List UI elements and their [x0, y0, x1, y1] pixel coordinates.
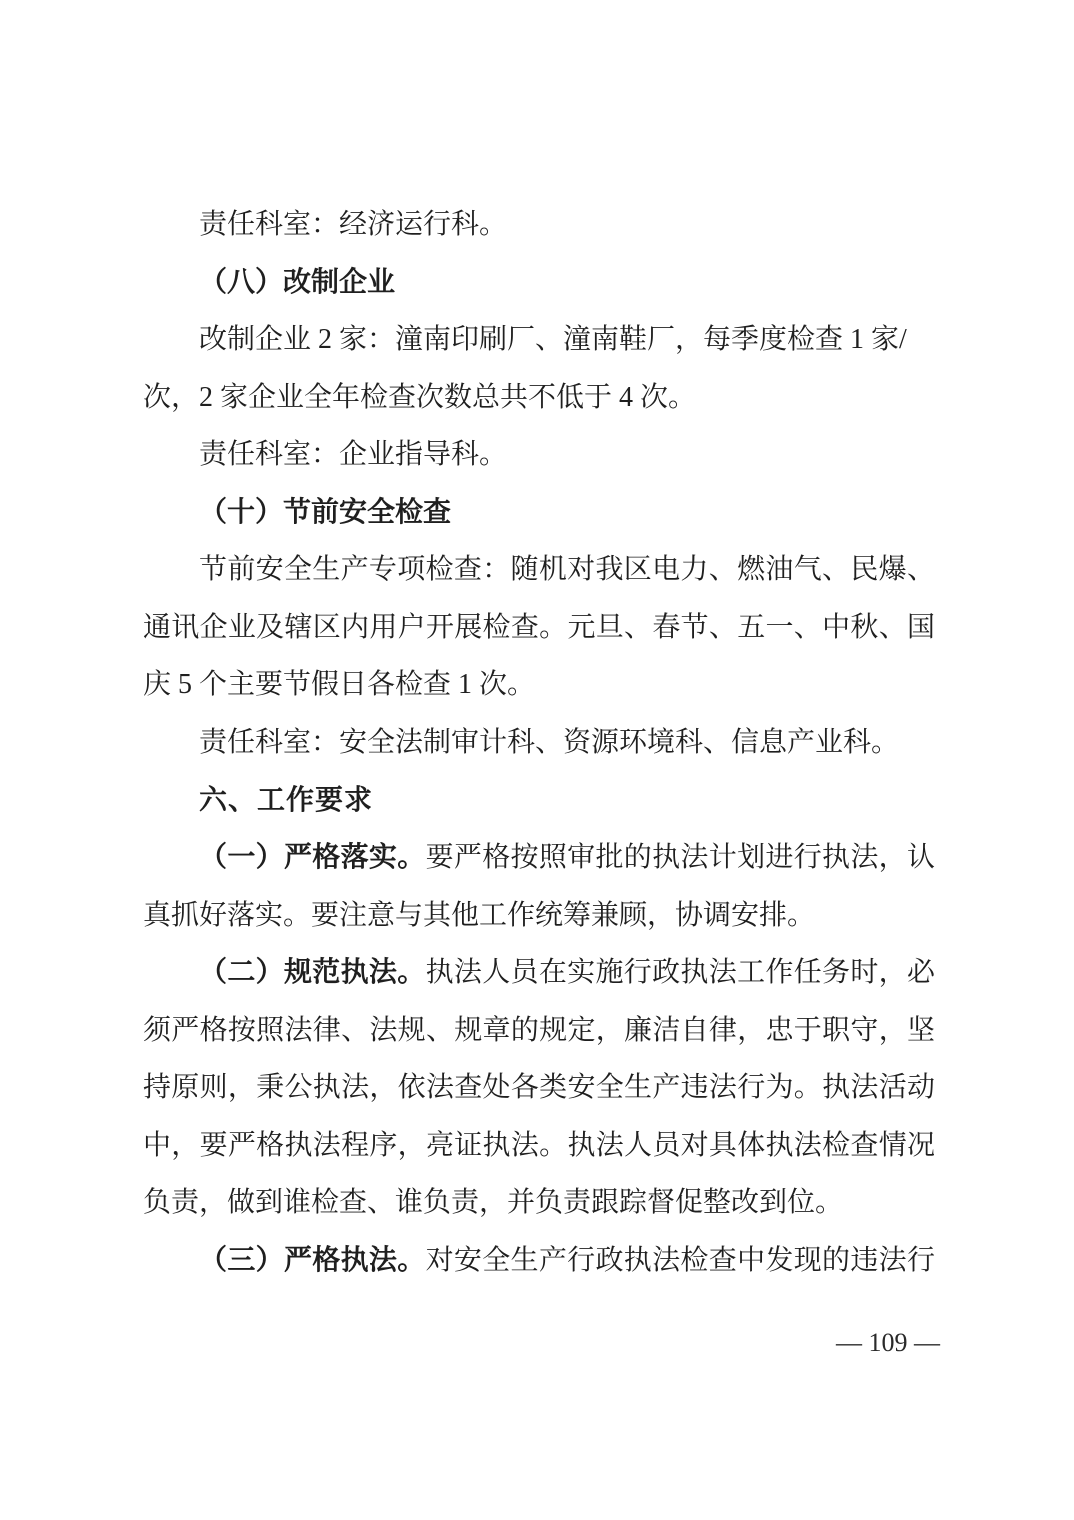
section-heading-6-work-requirements [143, 771, 935, 829]
heading-text: （十）节前安全检查 [199, 496, 452, 528]
page-number-text: — 109 — [836, 1328, 940, 1357]
heading-text: 六、工作要求 [199, 784, 374, 816]
line-text: 改制企业 2 家：潼南印刷厂、潼南鞋厂，每季度检查 1 家/ [199, 324, 907, 356]
paragraph-line-req2-standard-enforcement-1 [143, 944, 935, 1002]
line-text: 责任科室：安全法制审计科、资源环境科、信息产业科。 [199, 726, 900, 758]
bold-lead-text: （一）严格落实。 [199, 842, 426, 874]
document-text-block [143, 196, 935, 1289]
bold-lead-text: （二）规范执法。 [199, 957, 426, 989]
paragraph-line-req2-standard-enforcement-4 [143, 1117, 935, 1175]
paragraph-line-req2-standard-enforcement-5 [143, 1174, 935, 1232]
paragraph-line-restructured-2 [143, 369, 935, 427]
paragraph-line-req1-strict-implementation-2 [143, 887, 935, 945]
paragraph-line-req3-strict-enforcement-1 [143, 1232, 935, 1290]
line-text: 通讯企业及辖区内用户开展检查。元旦、春节、五一、中秋、国 [143, 611, 935, 643]
paragraph-line-preholiday-3 [143, 656, 935, 714]
line-text: 执法人员在实施行政执法工作任务时，必 [425, 957, 935, 989]
paragraph-line-responsible-dept-enterprise [143, 426, 935, 484]
paragraph-line-restructured-1 [143, 311, 935, 369]
line-text: 次，2 家企业全年检查次数总共不低于 4 次。 [143, 381, 697, 413]
paragraph-line-preholiday-1 [143, 541, 935, 599]
line-text: 责任科室：企业指导科。 [199, 439, 508, 471]
line-text: 负责，做到谁检查、谁负责，并负责跟踪督促整改到位。 [143, 1187, 844, 1219]
paragraph-line-preholiday-2 [143, 599, 935, 657]
line-text: 责任科室：经济运行科。 [199, 209, 508, 240]
paragraph-line-req1-strict-implementation-1 [143, 829, 935, 887]
page-number [143, 1316, 940, 1370]
heading-text: （八）改制企业 [199, 266, 396, 298]
line-text: 持原则，秉公执法，依法查处各类安全生产违法行为。执法活动 [143, 1072, 935, 1104]
line-text: 庆 5 个主要节假日各检查 1 次。 [143, 669, 536, 701]
bold-lead-text: （三）严格执法。 [199, 1244, 426, 1276]
paragraph-line-responsible-dept-economic [143, 196, 935, 254]
paragraph-line-responsible-dept-safety [143, 714, 935, 772]
line-text: 要严格按照审批的执法计划进行执法，认 [425, 842, 935, 874]
line-text: 中，要严格执法程序，亮证执法。执法人员对具体执法检查情况 [143, 1129, 935, 1161]
paragraph-line-req2-standard-enforcement-2 [143, 1002, 935, 1060]
line-text: 对安全生产行政执法检查中发现的违法行 [425, 1244, 935, 1276]
subsection-heading-10-preholiday-inspection [143, 484, 935, 542]
paragraph-line-req2-standard-enforcement-3 [143, 1059, 935, 1117]
subsection-heading-8-restructured-enterprises [143, 254, 935, 312]
line-text: 节前安全生产专项检查：随机对我区电力、燃油气、民爆、 [199, 554, 935, 586]
line-text: 真抓好落实。要注意与其他工作统筹兼顾，协调安排。 [143, 899, 816, 931]
line-text: 须严格按照法律、法规、规章的规定，廉洁自律，忠于职守，坚 [143, 1014, 935, 1046]
